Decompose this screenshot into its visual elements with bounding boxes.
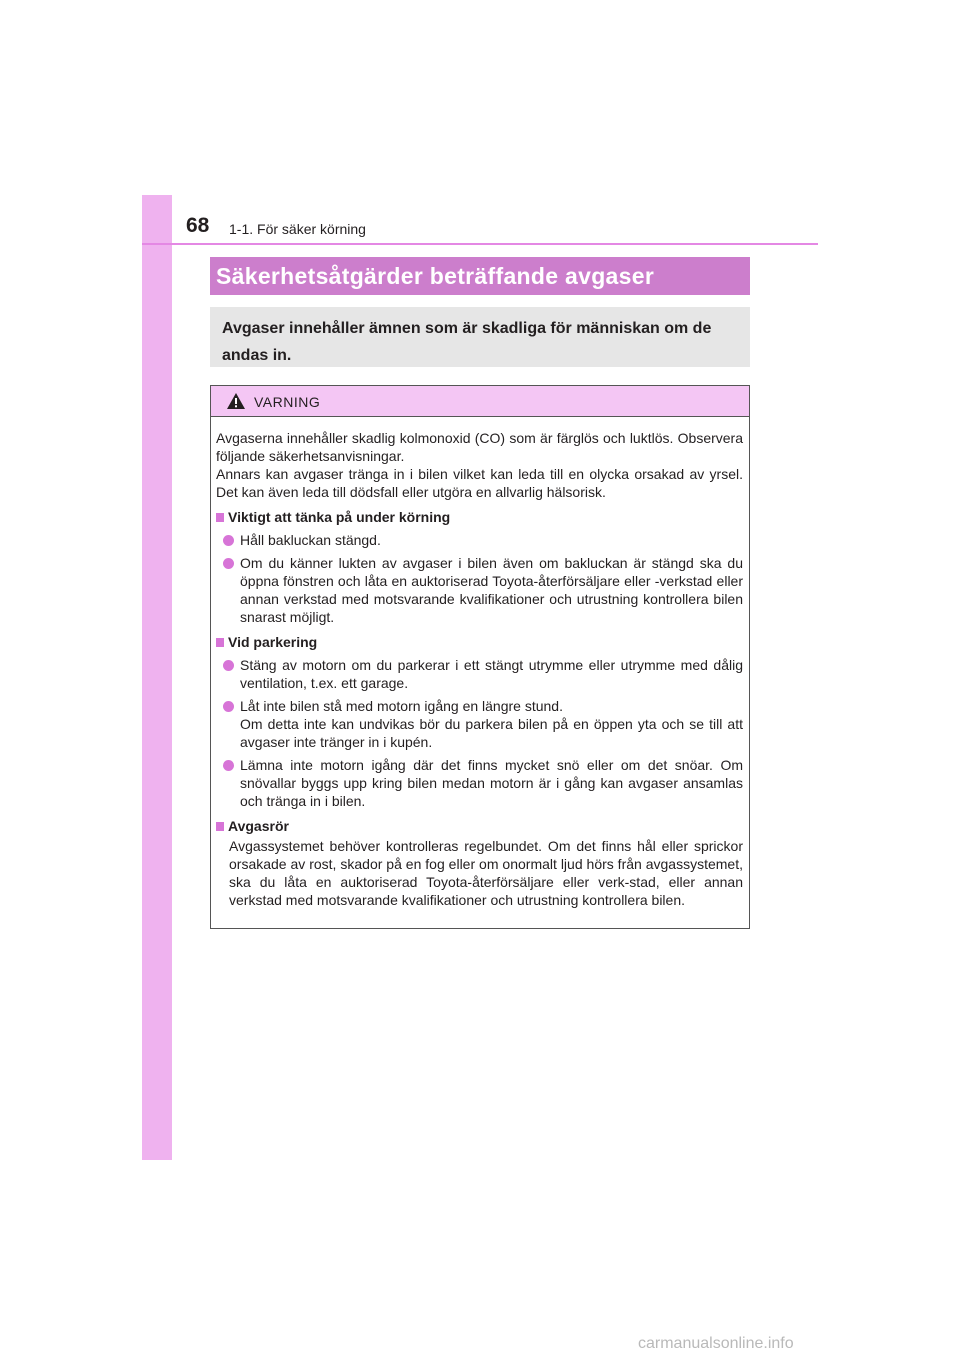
warning-body	[211, 417, 749, 909]
subsection-heading: Viktigt att tänka på under körning	[216, 508, 743, 526]
warning-triangle-icon	[226, 392, 246, 415]
warning-paragraph-2: Annars kan avgaser tränga in i bilen vilket kan leda till en olycka orsakad av yrsel. Det kan även leda till dödsfall eller utgöra en allvarlig hälsorisk.	[216, 466, 743, 500]
intro-text: Avgaser innehåller ämnen som är skadliga för människan om de andas in.	[222, 320, 712, 364]
intro-box	[210, 307, 750, 367]
warning-label: VARNING	[254, 394, 321, 410]
page-number: 68	[186, 214, 210, 237]
square-bullet-icon	[216, 513, 224, 522]
section-label: 1-1. För säker körning	[229, 221, 366, 237]
list-item: Håll bakluckan stängd.	[216, 531, 743, 549]
subsection-text: Avgassystemet behöver kontrolleras regelbundet. Om det finns hål eller sprickor orsakade av rost, skador på en fog eller om onormalt ljud hörs från avgassystemet, ska du låta en auktoriserad Toyota-återförsäljare eller verk-stad, eller annan verkstad med motsvarande kvalifikationer och utrustning kontrollera bilen.	[229, 838, 743, 908]
square-bullet-icon	[216, 822, 224, 831]
round-bullet-icon	[223, 701, 234, 712]
round-bullet-icon	[223, 760, 234, 771]
round-bullet-icon	[223, 558, 234, 569]
chapter-sidebar-tab	[142, 195, 172, 1160]
round-bullet-icon	[223, 660, 234, 671]
list-item: Stäng av motorn om du parkerar i ett stängt utrymme eller utrymme med dålig ventilation, t.ex. ett garage.	[216, 656, 743, 692]
warning-paragraph: Avgaserna innehåller skadlig kolmonoxid (CO) som är färglös och luktlös. Observera följande säkerhetsanvisningar.	[216, 430, 743, 464]
watermark: carmanualsonline.info	[638, 1335, 794, 1352]
page-title: Säkerhetsåtgärder beträffande avgaser	[216, 262, 655, 289]
round-bullet-icon	[223, 535, 234, 546]
warning-header	[211, 386, 749, 417]
list-item: Om du känner lukten av avgaser i bilen även om bakluckan är stängd ska du öppna fönstren och låta en auktoriserad Toyota-återförsäljare eller -verkstad eller annan verkstad med motsvarande kvalifikationer och utrustning kontrollera bilen snarast möjligt.	[216, 554, 743, 626]
list-item: Låt inte bilen stå med motorn igång en längre stund. Om detta inte kan undvikas bör du parkera bilen på en öppen yta och se till att avgaser inte tränger in i kupén.	[216, 697, 743, 751]
subsection-heading: Vid parkering	[216, 633, 743, 651]
square-bullet-icon	[216, 638, 224, 647]
subsection-heading: Avgasrör	[216, 817, 743, 835]
page-title-bar	[210, 257, 750, 295]
warning-box	[210, 385, 750, 929]
header-divider	[142, 243, 818, 245]
list-item: Lämna inte motorn igång där det finns mycket snö eller om det snöar. Om snövallar byggs upp kring bilen medan motorn är i gång kan avgaser ansamlas och tränga in i bilen.	[216, 756, 743, 810]
list-item-continuation: Om detta inte kan undvikas bör du parkera bilen på en öppen yta och se till att avgaser inte tränger in i kupén.	[240, 716, 743, 750]
